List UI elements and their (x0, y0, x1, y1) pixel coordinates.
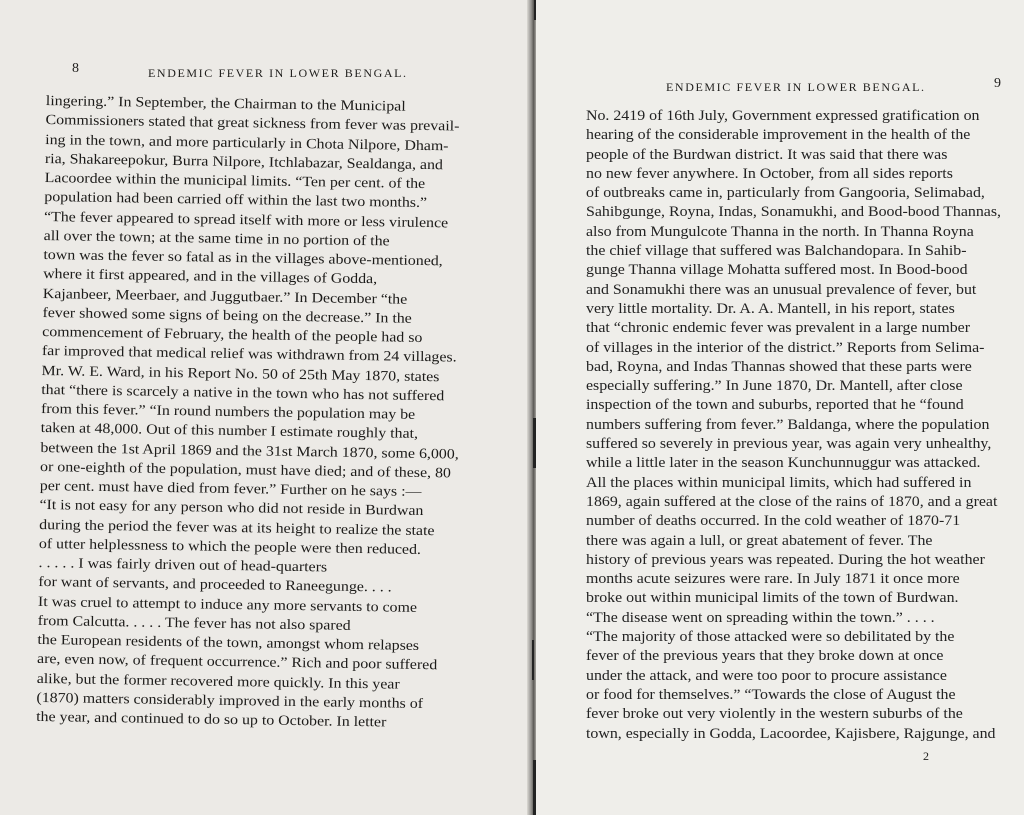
text-line: especially suffering.” In June 1870, Dr. Mantell, after close (586, 378, 963, 395)
text-line: and Sonamukhi there was an unusual prevalence of fever, but (586, 281, 977, 298)
text-line: no new fever anywhere. In October, from all sides reports (586, 165, 953, 182)
text-line: while a little later in the season Kunchunnuggur was attacked. (586, 455, 981, 472)
text-line: town was the fever so fatal as in the villages above-mentioned, (43, 246, 443, 270)
right-running-head: ENDEMIC FEVER IN LOWER BENGAL. (666, 80, 926, 94)
text-line: are, even now, of frequent occurrence.” Rich and poor suffered (36, 651, 438, 674)
text-line: taken at 48,000. Out of this number I estimate roughly that, (40, 420, 419, 443)
gutter-thread-mark (532, 640, 534, 680)
text-line: number of deaths occurred. In the cold weather of 1870-71 (586, 513, 961, 530)
text-line: also from Mungulcote Thanna in the north. In Thanna Royna (586, 223, 974, 240)
left-page-body (36, 92, 460, 733)
text-line: bad, Royna, and Indas Thannas showed that these parts were (586, 358, 972, 375)
text-line: numbers suffering from fever.” Baldanga, where the population (586, 416, 990, 433)
text-line: fever broke out very violently in the western suburbs of the (586, 706, 963, 723)
text-line: there was again a lull, or great abatement of fever. The (586, 532, 933, 549)
text-line: from this fever.” “In round numbers the population may be (40, 400, 416, 423)
text-line: the year, and continued to do so up to October. In letter (36, 708, 387, 731)
text-line: that “there is scarcely a native in the town who has not suffered (41, 381, 445, 405)
text-line: of utter helplessness to which the people were then reduced. (38, 535, 422, 558)
text-line: for want of servants, and proceeded to Raneegunge. . . . (38, 574, 392, 596)
text-line: gunge Thanna village Mohatta suffered most. In Bood-bood (586, 262, 968, 279)
text-line: alike, but the former recovered more quickly. In this year (36, 670, 400, 693)
text-line: fever showed some signs of being on the decrease.” In the (42, 304, 412, 327)
text-line: “It is not easy for any person who did not reside in Burdwan (39, 497, 424, 520)
text-line: inspection of the town and suburbs, reported that he “found (586, 397, 964, 414)
text-line: between the 1st April 1869 and the 31st March 1870, some 6,000, (40, 439, 459, 463)
text-line: from Calcutta. . . . . The fever has not also spared (37, 612, 351, 634)
text-line: of outbreaks came in, particularly from Gangooria, Selimabad, (586, 185, 985, 202)
text-line: commencement of February, the health of the people had so (42, 323, 423, 346)
left-running-head: ENDEMIC FEVER IN LOWER BENGAL. (148, 66, 408, 80)
text-line: population had been carried off within the last two months.” (44, 189, 428, 212)
text-line: far improved that medical relief was withdrawn from 24 villages. (41, 343, 457, 366)
text-line: lingering.” In September, the Chairman to the Municipal (45, 92, 406, 115)
text-line: very little mortality. Dr. A. A. Mantell, in his report, states (586, 300, 955, 317)
text-line: suffered so severely in previous year, was again very unhealthy, (586, 436, 992, 453)
text-line: “The disease went on spreading within the town.” . . . . (586, 609, 935, 626)
text-line: No. 2419 of 16th July, Government expressed gratification on (586, 108, 980, 124)
text-line: It was cruel to attempt to induce any more servants to come (37, 593, 418, 616)
text-line: town, especially in Godda, Lacoordee, Kajisbere, Rajgunge, and (586, 725, 996, 742)
text-line: or food for themselves.” “Towards the close of August the (586, 686, 956, 703)
text-line: that “chronic endemic fever was prevalent in a large number (586, 320, 970, 337)
text-line: ing in the town, and more particularly in Chota Nilpore, Dham- (45, 131, 449, 154)
text-line: ria, Shakareepokur, Burra Nilpore, Itchlabazar, Sealdanga, and (44, 150, 444, 173)
text-line: Commissioners stated that great sickness from fever was prevail- (45, 112, 460, 135)
text-line: “The fever appeared to spread itself with more or less virulence (43, 208, 449, 231)
text-line: All the places within municipal limits, which had suffered in (586, 474, 972, 491)
left-page-number: 8 (72, 61, 79, 76)
text-line: during the period the fever was at its height to realize the state (39, 516, 435, 539)
text-line: people of the Burdwan district. It was said that there was (586, 146, 948, 163)
text-line: the European residents of the town, amongst whom relapses (37, 631, 420, 654)
text-line: or one-eighth of the population, must have died; and of these, 80 (39, 458, 452, 482)
right-page-body (586, 107, 1002, 744)
signature-mark: 2 (923, 749, 929, 763)
text-line: where it first appeared, and in the villages of Godda, (43, 266, 378, 288)
text-line: Mr. W. E. Ward, in his Report No. 50 of 25th May 1870, states (41, 362, 440, 385)
text-line: months acute seizures were rare. In July 1871 it once more (586, 571, 960, 588)
text-line: of villages in the interior of the district.” Reports from Selima- (586, 339, 985, 356)
text-line: per cent. must have died from fever.” Further on he says :— (39, 477, 422, 500)
text-line: Kajanbeer, Meerbaer, and Juggutbaer.” In December “the (42, 285, 408, 308)
text-line: broke out within municipal limits of the town of Burdwan. (586, 590, 959, 607)
text-line: fever of the previous years that they broke down at once (586, 648, 944, 665)
text-line: hearing of the considerable improvement in the health of the (586, 127, 971, 144)
text-line: (1870) matters considerably improved in the early months of (36, 689, 424, 712)
text-line: “The majority of those attacked were so debilitated by the (586, 629, 955, 646)
text-line: history of previous years was repeated. During the hot weather (586, 551, 985, 568)
text-line: 1869, again suffered at the close of the rains of 1870, and a great (586, 493, 998, 510)
text-line: Sahibgunge, Royna, Indas, Sonamukhi, and Bood-bood Thannas, (586, 204, 1002, 221)
right-page-number: 9 (994, 76, 1001, 91)
text-line: . . . . . I was fairly driven out of head-quarters (38, 554, 328, 576)
text-line: under the attack, and were too poor to procure assistance (586, 667, 947, 684)
text-line: Lacoordee within the municipal limits. “Ten per cent. of the (44, 169, 426, 192)
text-line: all over the town; at the same time in no portion of the (43, 227, 390, 250)
text-line: the chief village that suffered was Balchandopara. In Sahib- (586, 243, 967, 260)
